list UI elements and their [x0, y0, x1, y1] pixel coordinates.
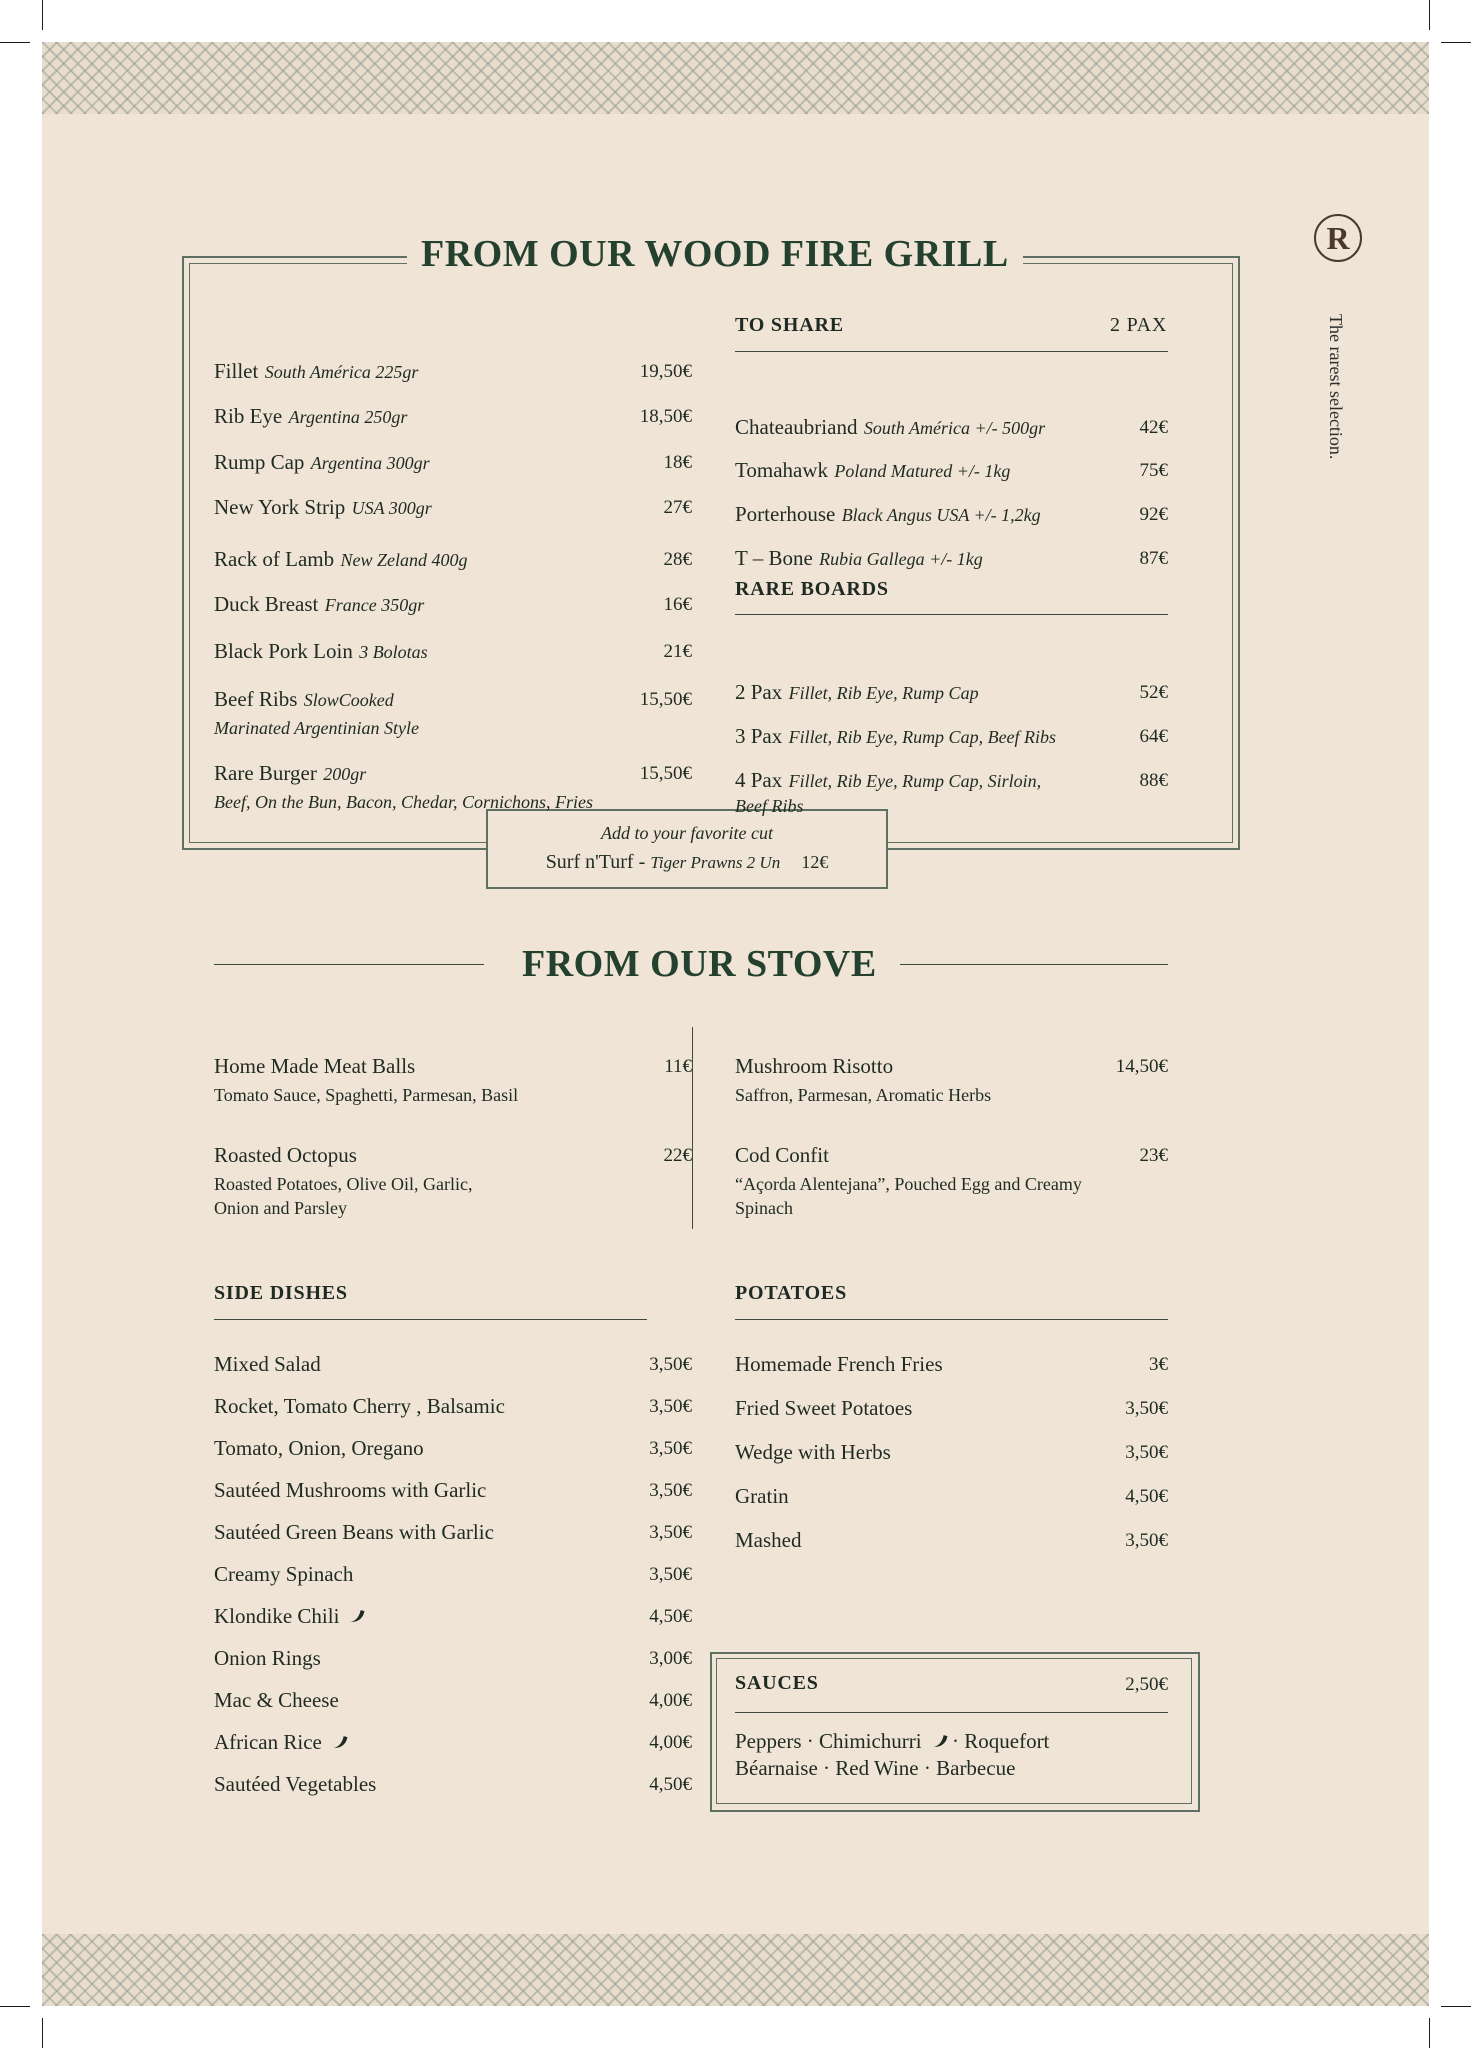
menu-page — [42, 42, 1429, 2006]
item-description: Beef, On the Bun, Bacon, Chedar, Cornichons, Fries — [214, 792, 593, 812]
item-name: Klondike Chili — [214, 1604, 340, 1628]
menu-item — [214, 761, 366, 786]
share-item — [735, 415, 1045, 440]
pattern-band-top — [42, 42, 1429, 114]
side-item — [214, 1478, 486, 1503]
item-origin: New Zeland 400g — [340, 550, 468, 570]
potato-item: Homemade French Fries — [735, 1352, 943, 1376]
menu-item — [214, 687, 394, 712]
item-name: New York Strip — [214, 495, 346, 519]
share-item — [735, 502, 1041, 527]
menu-item — [214, 495, 432, 520]
item-origin: South América 225gr — [264, 362, 419, 382]
item-name: Tomato, Onion, Oregano — [214, 1436, 424, 1460]
item-name: Mixed Salad — [214, 1352, 321, 1376]
addon-line — [488, 851, 886, 874]
item-price: 92€ — [1139, 504, 1168, 525]
chili-icon — [330, 1733, 347, 1750]
item-origin-continued: Beef Ribs — [735, 796, 804, 816]
item-description: “Açorda Alentejana”, Pouched Egg and Creamy — [735, 1174, 1082, 1194]
item-price: 3,50€ — [649, 1522, 692, 1543]
item-price: 16€ — [663, 594, 692, 615]
item-name: Fillet — [214, 359, 259, 383]
grill-title: FROM OUR WOOD FIRE GRILL — [407, 232, 1023, 276]
item-price: 21€ — [663, 641, 692, 662]
item-name: Sautéed Green Beans with Garlic — [214, 1520, 494, 1544]
side-dishes-header: SIDE DISHES — [214, 1282, 348, 1304]
item-name: Rump Cap — [214, 450, 305, 474]
side-item — [214, 1352, 321, 1377]
menu-item — [214, 404, 407, 429]
item-description: Spinach — [735, 1198, 793, 1218]
item-price: 28€ — [663, 549, 692, 570]
item-price: 52€ — [1139, 682, 1168, 703]
crop-mark — [42, 0, 43, 30]
item-origin: Rubia Gallega +/- 1kg — [819, 549, 983, 569]
item-price: 87€ — [1139, 548, 1168, 569]
item-price: 3,50€ — [649, 1438, 692, 1459]
item-name: Creamy Spinach — [214, 1562, 354, 1586]
item-price: 4,50€ — [1125, 1486, 1168, 1507]
addon-detail: Tiger Prawns 2 Un — [650, 853, 781, 872]
divider — [735, 614, 1168, 615]
item-price: 19,50€ — [639, 361, 692, 382]
item-price: 18,50€ — [639, 406, 692, 427]
divider — [214, 1319, 647, 1320]
sauces-header: SAUCES — [735, 1672, 819, 1694]
share-item — [735, 458, 1010, 483]
addon-caption: Add to your favorite cut — [601, 823, 773, 843]
chili-icon — [930, 1732, 947, 1749]
item-name: Chateaubriand — [735, 415, 858, 439]
item-price: 18€ — [663, 452, 692, 473]
item-name: Rare Burger — [214, 761, 317, 785]
crop-mark — [1441, 2006, 1471, 2007]
potato-item: Gratin — [735, 1484, 789, 1508]
item-price: 3€ — [1149, 1354, 1168, 1375]
item-price: 4,00€ — [649, 1690, 692, 1711]
item-name: Mac & Cheese — [214, 1688, 339, 1712]
sauces-line-1a: Peppers · Chimichurri — [735, 1729, 922, 1753]
item-name: Onion Rings — [214, 1646, 321, 1670]
item-price: 15,50€ — [639, 689, 692, 710]
stove-item-name: Home Made Meat Balls — [214, 1054, 416, 1078]
item-price: 3,50€ — [649, 1354, 692, 1375]
divider — [735, 351, 1168, 352]
side-item — [214, 1520, 494, 1545]
crop-mark — [1429, 0, 1430, 30]
item-origin: Fillet, Rib Eye, Rump Cap, Beef Ribs — [788, 727, 1057, 747]
item-name: Sautéed Vegetables — [214, 1772, 377, 1796]
item-name: 3 Pax — [735, 724, 783, 748]
stove-column-divider — [692, 1027, 693, 1229]
item-price: 27€ — [663, 497, 692, 518]
item-origin: USA 300gr — [351, 498, 432, 518]
item-price: 11€ — [664, 1056, 692, 1077]
item-description: Roasted Potatoes, Olive Oil, Garlic, — [214, 1174, 473, 1194]
item-origin: South América +/- 500gr — [863, 418, 1046, 438]
potatoes-header: POTATOES — [735, 1282, 847, 1304]
side-item — [214, 1646, 321, 1671]
potato-item: Mashed — [735, 1528, 802, 1552]
sauces-price: 2,50€ — [1125, 1674, 1168, 1695]
rare-boards-header: RARE BOARDS — [735, 578, 889, 600]
item-origin: Argentina 300gr — [310, 453, 430, 473]
menu-item — [214, 639, 428, 664]
item-name: 2 Pax — [735, 680, 783, 704]
pattern-band-bottom — [42, 1934, 1429, 2006]
tagline: The rarest selection. — [1326, 314, 1346, 460]
item-price: 22€ — [663, 1145, 692, 1166]
item-origin: 3 Bolotas — [359, 642, 428, 662]
share-item — [735, 546, 983, 571]
item-description: Marinated Argentinian Style — [214, 718, 419, 738]
side-item — [214, 1436, 424, 1461]
side-item — [214, 1772, 376, 1797]
item-origin: Fillet, Rib Eye, Rump Cap — [788, 683, 979, 703]
item-origin: 200gr — [323, 764, 367, 784]
item-name: 4 Pax — [735, 768, 783, 792]
item-name: Duck Breast — [214, 592, 319, 616]
addon-name: Surf n'Turf - — [545, 851, 646, 873]
item-origin: Black Angus USA +/- 1,2kg — [841, 505, 1041, 525]
side-item — [214, 1604, 363, 1629]
item-price: 3,50€ — [1125, 1442, 1168, 1463]
potato-item: Fried Sweet Potatoes — [735, 1396, 913, 1420]
item-price: 14,50€ — [1115, 1056, 1168, 1077]
item-price: 4,50€ — [649, 1606, 692, 1627]
menu-item — [214, 450, 430, 475]
item-name: Rib Eye — [214, 404, 283, 428]
menu-item — [214, 359, 418, 384]
item-price: 15,50€ — [639, 763, 692, 784]
stove-title-rule-left — [214, 964, 484, 965]
item-price: 64€ — [1139, 726, 1168, 747]
sauces-line-1b: · Roquefort — [952, 1729, 1050, 1753]
stove-item-name: Cod Confit — [735, 1143, 829, 1167]
item-origin: Argentina 250gr — [288, 407, 408, 427]
stove-title: FROM OUR STOVE — [522, 943, 877, 985]
divider — [735, 1319, 1168, 1320]
board-item — [735, 680, 979, 705]
item-price: 4,50€ — [649, 1774, 692, 1795]
item-name: Black Pork Loin — [214, 639, 353, 663]
sauces-line-2-text: Béarnaise · Red Wine · Barbecue — [735, 1756, 1016, 1780]
sauces-line-2 — [735, 1756, 1015, 1781]
item-name: T – Bone — [735, 546, 813, 570]
item-name: Rocket, Tomato Cherry , Balsamic — [214, 1394, 505, 1418]
board-item — [735, 768, 1041, 793]
item-price: 3,50€ — [649, 1396, 692, 1417]
item-price: 23€ — [1139, 1145, 1168, 1166]
to-share-header: TO SHARE — [735, 314, 844, 336]
side-item — [214, 1688, 339, 1713]
side-item — [214, 1394, 505, 1419]
item-origin: SlowCooked — [303, 690, 394, 710]
divider — [735, 1712, 1168, 1713]
board-item — [735, 724, 1056, 749]
item-price: 4,00€ — [649, 1732, 692, 1753]
item-name: African Rice — [214, 1730, 322, 1754]
item-name: Tomahawk — [735, 458, 829, 482]
side-item — [214, 1730, 346, 1755]
to-share-pax: 2 PAX — [1110, 314, 1168, 336]
sauces-line-1 — [735, 1729, 1049, 1754]
stove-title-rule-right — [900, 964, 1168, 965]
chili-icon — [348, 1607, 365, 1624]
surf-n-turf-box — [486, 809, 888, 889]
crop-mark — [0, 42, 30, 43]
item-name: Beef Ribs — [214, 687, 298, 711]
item-price: 3,50€ — [649, 1564, 692, 1585]
item-price: 3,00€ — [649, 1648, 692, 1669]
item-price: 3,50€ — [1125, 1398, 1168, 1419]
addon-price: 12€ — [801, 852, 829, 872]
item-origin: Fillet, Rib Eye, Rump Cap, Sirloin, — [788, 771, 1042, 791]
item-origin: France 350gr — [324, 595, 425, 615]
item-name: Sautéed Mushrooms with Garlic — [214, 1478, 487, 1502]
crop-mark — [42, 2018, 43, 2048]
crop-mark — [0, 2006, 30, 2007]
item-name: Rack of Lamb — [214, 547, 335, 571]
item-price: 88€ — [1139, 770, 1168, 791]
item-description: Onion and Parsley — [214, 1198, 347, 1218]
menu-item — [214, 592, 424, 617]
item-origin: Poland Matured +/- 1kg — [834, 461, 1011, 481]
item-description: Tomato Sauce, Spaghetti, Parmesan, Basil — [214, 1085, 519, 1105]
stove-item-name: Roasted Octopus — [214, 1143, 357, 1167]
side-item — [214, 1562, 353, 1587]
logo: R — [1314, 214, 1362, 262]
item-name: Porterhouse — [735, 502, 836, 526]
stove-item-name: Mushroom Risotto — [735, 1054, 894, 1078]
crop-mark — [1429, 2018, 1430, 2048]
crop-mark — [1441, 42, 1471, 43]
item-description: Saffron, Parmesan, Aromatic Herbs — [735, 1085, 992, 1105]
item-price: 42€ — [1139, 417, 1168, 438]
item-price: 75€ — [1139, 460, 1168, 481]
item-price: 3,50€ — [1125, 1530, 1168, 1551]
potato-item: Wedge with Herbs — [735, 1440, 891, 1464]
menu-item — [214, 547, 468, 572]
item-price: 3,50€ — [649, 1480, 692, 1501]
